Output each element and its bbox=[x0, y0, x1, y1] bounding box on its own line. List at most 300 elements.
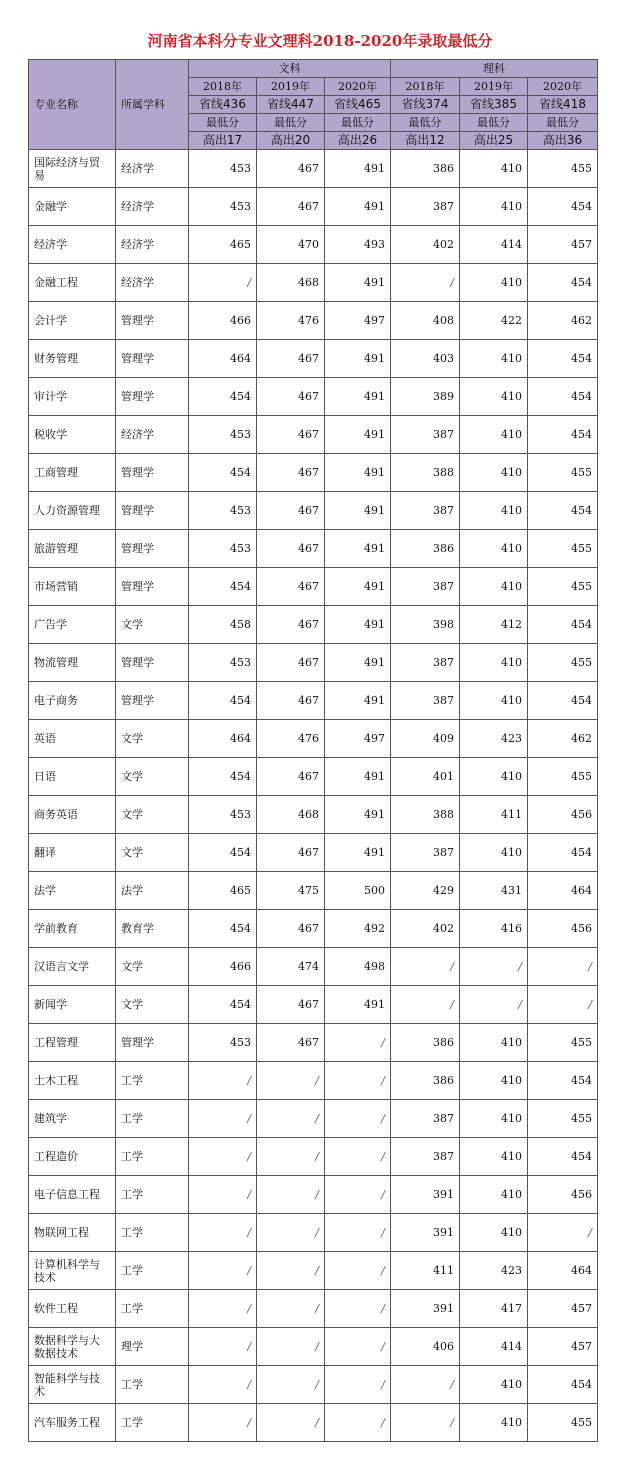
table-row bbox=[29, 1176, 598, 1214]
min-score-cell: 454 bbox=[189, 682, 257, 720]
table-row bbox=[29, 226, 598, 264]
major-name: 土木工程 bbox=[29, 1062, 116, 1100]
major-category: 经济学 bbox=[116, 264, 189, 302]
major-category: 工学 bbox=[116, 1404, 189, 1442]
min-score-cell: 466 bbox=[189, 948, 257, 986]
major-category: 工学 bbox=[116, 1138, 189, 1176]
major-category: 管理学 bbox=[116, 1024, 189, 1062]
min-score-cell: 410 bbox=[460, 1062, 528, 1100]
min-score-cell: 410 bbox=[460, 1366, 528, 1404]
min-score-cell: 454 bbox=[189, 910, 257, 948]
major-category: 管理学 bbox=[116, 644, 189, 682]
min-score-cell: 467 bbox=[257, 492, 325, 530]
min-score-cell: 491 bbox=[325, 530, 391, 568]
major-name: 日语 bbox=[29, 758, 116, 796]
header-province-line: 省线465 bbox=[325, 96, 391, 114]
table-row bbox=[29, 682, 598, 720]
min-score-cell: 410 bbox=[460, 682, 528, 720]
min-score-cell: 491 bbox=[325, 796, 391, 834]
min-score-cell: 462 bbox=[528, 720, 598, 758]
table-row bbox=[29, 1062, 598, 1100]
min-score-cell: / bbox=[391, 1404, 460, 1442]
min-score-cell: 410 bbox=[460, 1214, 528, 1252]
min-score-cell: 491 bbox=[325, 454, 391, 492]
header-year: 2020年 bbox=[325, 78, 391, 96]
min-score-cell: / bbox=[325, 1290, 391, 1328]
min-score-cell: 422 bbox=[460, 302, 528, 340]
min-score-cell: 410 bbox=[460, 1100, 528, 1138]
major-category: 管理学 bbox=[116, 340, 189, 378]
min-score-cell: 410 bbox=[460, 1138, 528, 1176]
min-score-cell: 417 bbox=[460, 1290, 528, 1328]
header-above-line: 高出17 bbox=[189, 132, 257, 150]
min-score-cell: 412 bbox=[460, 606, 528, 644]
major-name: 税收学 bbox=[29, 416, 116, 454]
min-score-cell: / bbox=[189, 264, 257, 302]
min-score-cell: 455 bbox=[528, 1024, 598, 1062]
header-min-score: 最低分 bbox=[391, 114, 460, 132]
min-score-cell: 411 bbox=[391, 1252, 460, 1290]
major-category: 管理学 bbox=[116, 378, 189, 416]
major-category: 经济学 bbox=[116, 150, 189, 188]
min-score-cell: 464 bbox=[189, 340, 257, 378]
min-score-cell: 467 bbox=[257, 188, 325, 226]
min-score-cell: 386 bbox=[391, 150, 460, 188]
min-score-cell: 410 bbox=[460, 378, 528, 416]
min-score-cell: / bbox=[325, 1404, 391, 1442]
header-province-line: 省线385 bbox=[460, 96, 528, 114]
header-above-line: 高出12 bbox=[391, 132, 460, 150]
min-score-cell: 476 bbox=[257, 302, 325, 340]
min-score-cell: 467 bbox=[257, 568, 325, 606]
min-score-cell: / bbox=[325, 1366, 391, 1404]
major-name: 电子信息工程 bbox=[29, 1176, 116, 1214]
min-score-cell: 467 bbox=[257, 758, 325, 796]
table-row bbox=[29, 796, 598, 834]
min-score-cell: 458 bbox=[189, 606, 257, 644]
min-score-cell: 387 bbox=[391, 188, 460, 226]
major-category: 经济学 bbox=[116, 416, 189, 454]
min-score-cell: 465 bbox=[189, 226, 257, 264]
major-name: 审计学 bbox=[29, 378, 116, 416]
min-score-cell: 398 bbox=[391, 606, 460, 644]
min-score-cell: 391 bbox=[391, 1214, 460, 1252]
major-category: 管理学 bbox=[116, 568, 189, 606]
major-name: 数据科学与大数据技术 bbox=[29, 1328, 116, 1366]
major-name: 广告学 bbox=[29, 606, 116, 644]
min-score-cell: 416 bbox=[460, 910, 528, 948]
min-score-cell: 454 bbox=[528, 682, 598, 720]
min-score-cell: / bbox=[189, 1328, 257, 1366]
min-score-cell: 410 bbox=[460, 150, 528, 188]
min-score-cell: 453 bbox=[189, 188, 257, 226]
table-header bbox=[29, 60, 598, 150]
min-score-cell: / bbox=[189, 1100, 257, 1138]
major-name: 工程造价 bbox=[29, 1138, 116, 1176]
min-score-cell: 414 bbox=[460, 1328, 528, 1366]
major-category: 管理学 bbox=[116, 302, 189, 340]
min-score-cell: 453 bbox=[189, 796, 257, 834]
min-score-cell: 456 bbox=[528, 910, 598, 948]
table-row bbox=[29, 1328, 598, 1366]
table-row bbox=[29, 492, 598, 530]
min-score-cell: 402 bbox=[391, 910, 460, 948]
table-row bbox=[29, 188, 598, 226]
min-score-cell: 468 bbox=[257, 264, 325, 302]
major-category: 工学 bbox=[116, 1214, 189, 1252]
min-score-cell: 403 bbox=[391, 340, 460, 378]
min-score-cell: 467 bbox=[257, 150, 325, 188]
min-score-cell: 492 bbox=[325, 910, 391, 948]
min-score-cell: / bbox=[189, 1252, 257, 1290]
min-score-cell: 453 bbox=[189, 150, 257, 188]
major-category: 工学 bbox=[116, 1252, 189, 1290]
major-name: 翻译 bbox=[29, 834, 116, 872]
major-category: 管理学 bbox=[116, 454, 189, 492]
min-score-cell: / bbox=[189, 1290, 257, 1328]
major-category: 管理学 bbox=[116, 492, 189, 530]
min-score-cell: 386 bbox=[391, 1024, 460, 1062]
min-score-cell: 497 bbox=[325, 720, 391, 758]
min-score-cell: 388 bbox=[391, 796, 460, 834]
min-score-cell: 491 bbox=[325, 340, 391, 378]
major-category: 法学 bbox=[116, 872, 189, 910]
min-score-cell: 456 bbox=[528, 1176, 598, 1214]
min-score-cell: 410 bbox=[460, 492, 528, 530]
table-row bbox=[29, 758, 598, 796]
header-above-line: 高出26 bbox=[325, 132, 391, 150]
min-score-cell: 401 bbox=[391, 758, 460, 796]
min-score-cell: 467 bbox=[257, 1024, 325, 1062]
major-category: 工学 bbox=[116, 1290, 189, 1328]
min-score-cell: / bbox=[189, 1176, 257, 1214]
major-name: 软件工程 bbox=[29, 1290, 116, 1328]
major-category: 文学 bbox=[116, 834, 189, 872]
major-name: 物联网工程 bbox=[29, 1214, 116, 1252]
table-row bbox=[29, 150, 598, 188]
major-category: 文学 bbox=[116, 758, 189, 796]
min-score-cell: 467 bbox=[257, 454, 325, 492]
min-score-cell: 391 bbox=[391, 1290, 460, 1328]
min-score-cell: 454 bbox=[189, 454, 257, 492]
min-score-cell: / bbox=[528, 948, 598, 986]
min-score-cell: 386 bbox=[391, 530, 460, 568]
min-score-cell: 414 bbox=[460, 226, 528, 264]
admission-score-table bbox=[28, 59, 598, 1442]
min-score-cell: 491 bbox=[325, 682, 391, 720]
min-score-cell: 387 bbox=[391, 492, 460, 530]
major-name: 商务英语 bbox=[29, 796, 116, 834]
min-score-cell: / bbox=[257, 1252, 325, 1290]
min-score-cell: 406 bbox=[391, 1328, 460, 1366]
min-score-cell: 491 bbox=[325, 264, 391, 302]
min-score-cell: 387 bbox=[391, 1100, 460, 1138]
min-score-cell: 475 bbox=[257, 872, 325, 910]
min-score-cell: 410 bbox=[460, 454, 528, 492]
major-name: 金融工程 bbox=[29, 264, 116, 302]
header-above-line: 高出25 bbox=[460, 132, 528, 150]
min-score-cell: / bbox=[189, 1214, 257, 1252]
table-row bbox=[29, 378, 598, 416]
min-score-cell: 491 bbox=[325, 568, 391, 606]
major-category: 工学 bbox=[116, 1062, 189, 1100]
header-group-wen: 文科 bbox=[189, 60, 391, 78]
major-category: 经济学 bbox=[116, 188, 189, 226]
major-category: 文学 bbox=[116, 986, 189, 1024]
min-score-cell: 410 bbox=[460, 264, 528, 302]
major-name: 金融学 bbox=[29, 188, 116, 226]
table-row bbox=[29, 416, 598, 454]
header-province-line: 省线374 bbox=[391, 96, 460, 114]
major-category: 管理学 bbox=[116, 530, 189, 568]
table-row bbox=[29, 1138, 598, 1176]
min-score-cell: 408 bbox=[391, 302, 460, 340]
major-name: 工程管理 bbox=[29, 1024, 116, 1062]
min-score-cell: 497 bbox=[325, 302, 391, 340]
header-year: 2020年 bbox=[528, 78, 598, 96]
min-score-cell: 410 bbox=[460, 1024, 528, 1062]
major-category: 文学 bbox=[116, 606, 189, 644]
min-score-cell: / bbox=[325, 1214, 391, 1252]
table-row bbox=[29, 1024, 598, 1062]
header-min-score: 最低分 bbox=[189, 114, 257, 132]
min-score-cell: 387 bbox=[391, 682, 460, 720]
min-score-cell: 429 bbox=[391, 872, 460, 910]
header-year: 2019年 bbox=[460, 78, 528, 96]
min-score-cell: 454 bbox=[528, 492, 598, 530]
header-province-line: 省线436 bbox=[189, 96, 257, 114]
major-name: 国际经济与贸易 bbox=[29, 150, 116, 188]
min-score-cell: 467 bbox=[257, 416, 325, 454]
major-name: 电子商务 bbox=[29, 682, 116, 720]
min-score-cell: 410 bbox=[460, 1404, 528, 1442]
min-score-cell: 467 bbox=[257, 682, 325, 720]
min-score-cell: 500 bbox=[325, 872, 391, 910]
min-score-cell: / bbox=[325, 1328, 391, 1366]
min-score-cell: 467 bbox=[257, 910, 325, 948]
table-row bbox=[29, 644, 598, 682]
min-score-cell: 388 bbox=[391, 454, 460, 492]
major-name: 新闻学 bbox=[29, 986, 116, 1024]
header-year: 2019年 bbox=[257, 78, 325, 96]
table-row bbox=[29, 606, 598, 644]
header-category: 所属学科 bbox=[116, 60, 189, 150]
min-score-cell: 410 bbox=[460, 530, 528, 568]
min-score-cell: 391 bbox=[391, 1176, 460, 1214]
major-name: 财务管理 bbox=[29, 340, 116, 378]
min-score-cell: 455 bbox=[528, 758, 598, 796]
header-min-score: 最低分 bbox=[257, 114, 325, 132]
min-score-cell: 491 bbox=[325, 378, 391, 416]
major-name: 学前教育 bbox=[29, 910, 116, 948]
table-row bbox=[29, 720, 598, 758]
major-name: 建筑学 bbox=[29, 1100, 116, 1138]
min-score-cell: / bbox=[325, 1252, 391, 1290]
major-name: 旅游管理 bbox=[29, 530, 116, 568]
min-score-cell: 491 bbox=[325, 416, 391, 454]
min-score-cell: 455 bbox=[528, 644, 598, 682]
min-score-cell: 491 bbox=[325, 150, 391, 188]
min-score-cell: / bbox=[325, 1024, 391, 1062]
header-year: 2018年 bbox=[391, 78, 460, 96]
min-score-cell: 453 bbox=[189, 492, 257, 530]
min-score-cell: / bbox=[391, 986, 460, 1024]
min-score-cell: 453 bbox=[189, 416, 257, 454]
min-score-cell: / bbox=[257, 1404, 325, 1442]
min-score-cell: 491 bbox=[325, 188, 391, 226]
min-score-cell: 491 bbox=[325, 644, 391, 682]
header-province-line: 省线418 bbox=[528, 96, 598, 114]
min-score-cell: 410 bbox=[460, 188, 528, 226]
min-score-cell: / bbox=[257, 1328, 325, 1366]
major-name: 汉语言文学 bbox=[29, 948, 116, 986]
min-score-cell: 454 bbox=[189, 568, 257, 606]
min-score-cell: 467 bbox=[257, 378, 325, 416]
min-score-cell: 387 bbox=[391, 644, 460, 682]
min-score-cell: / bbox=[257, 1138, 325, 1176]
major-category: 工学 bbox=[116, 1100, 189, 1138]
min-score-cell: 410 bbox=[460, 568, 528, 606]
table-row bbox=[29, 986, 598, 1024]
min-score-cell: / bbox=[257, 1290, 325, 1328]
major-name: 法学 bbox=[29, 872, 116, 910]
min-score-cell: / bbox=[257, 1366, 325, 1404]
header-above-line: 高出20 bbox=[257, 132, 325, 150]
min-score-cell: 455 bbox=[528, 1404, 598, 1442]
min-score-cell: / bbox=[257, 1100, 325, 1138]
min-score-cell: 454 bbox=[189, 834, 257, 872]
min-score-cell: 410 bbox=[460, 834, 528, 872]
table-row bbox=[29, 872, 598, 910]
min-score-cell: 470 bbox=[257, 226, 325, 264]
min-score-cell: 411 bbox=[460, 796, 528, 834]
min-score-cell: 467 bbox=[257, 834, 325, 872]
min-score-cell: 454 bbox=[528, 340, 598, 378]
min-score-cell: 454 bbox=[528, 834, 598, 872]
min-score-cell: 456 bbox=[528, 796, 598, 834]
min-score-cell: / bbox=[325, 1176, 391, 1214]
min-score-cell: 454 bbox=[189, 986, 257, 1024]
major-name: 智能科学与技术 bbox=[29, 1366, 116, 1404]
min-score-cell: 387 bbox=[391, 568, 460, 606]
min-score-cell: 454 bbox=[528, 416, 598, 454]
major-name: 经济学 bbox=[29, 226, 116, 264]
min-score-cell: 455 bbox=[528, 150, 598, 188]
min-score-cell: 454 bbox=[189, 378, 257, 416]
min-score-cell: 457 bbox=[528, 1328, 598, 1366]
min-score-cell: 423 bbox=[460, 720, 528, 758]
min-score-cell: 476 bbox=[257, 720, 325, 758]
header-min-score: 最低分 bbox=[528, 114, 598, 132]
min-score-cell: / bbox=[325, 1100, 391, 1138]
min-score-cell: 491 bbox=[325, 492, 391, 530]
header-year: 2018年 bbox=[189, 78, 257, 96]
min-score-cell: / bbox=[460, 948, 528, 986]
min-score-cell: 454 bbox=[528, 1138, 598, 1176]
header-group-li: 理科 bbox=[391, 60, 598, 78]
table-row bbox=[29, 1252, 598, 1290]
min-score-cell: 454 bbox=[528, 188, 598, 226]
major-category: 管理学 bbox=[116, 682, 189, 720]
table-row bbox=[29, 340, 598, 378]
major-category: 理学 bbox=[116, 1328, 189, 1366]
major-name: 物流管理 bbox=[29, 644, 116, 682]
table-row bbox=[29, 454, 598, 492]
min-score-cell: / bbox=[528, 1214, 598, 1252]
min-score-cell: 498 bbox=[325, 948, 391, 986]
min-score-cell: 491 bbox=[325, 606, 391, 644]
table-row bbox=[29, 1404, 598, 1442]
min-score-cell: 454 bbox=[528, 264, 598, 302]
major-category: 文学 bbox=[116, 948, 189, 986]
major-name: 工商管理 bbox=[29, 454, 116, 492]
min-score-cell: 467 bbox=[257, 986, 325, 1024]
min-score-cell: 468 bbox=[257, 796, 325, 834]
major-category: 文学 bbox=[116, 720, 189, 758]
min-score-cell: 464 bbox=[189, 720, 257, 758]
major-name: 市场营销 bbox=[29, 568, 116, 606]
header-major: 专业名称 bbox=[29, 60, 116, 150]
header-min-score: 最低分 bbox=[325, 114, 391, 132]
min-score-cell: 454 bbox=[189, 758, 257, 796]
min-score-cell: 454 bbox=[528, 1366, 598, 1404]
min-score-cell: 493 bbox=[325, 226, 391, 264]
table-row bbox=[29, 568, 598, 606]
min-score-cell: 455 bbox=[528, 1100, 598, 1138]
min-score-cell: / bbox=[257, 1062, 325, 1100]
min-score-cell: 457 bbox=[528, 1290, 598, 1328]
min-score-cell: 453 bbox=[189, 530, 257, 568]
min-score-cell: 457 bbox=[528, 226, 598, 264]
min-score-cell: 454 bbox=[528, 606, 598, 644]
min-score-cell: 474 bbox=[257, 948, 325, 986]
min-score-cell: 455 bbox=[528, 454, 598, 492]
major-category: 工学 bbox=[116, 1366, 189, 1404]
min-score-cell: 387 bbox=[391, 834, 460, 872]
min-score-cell: 387 bbox=[391, 416, 460, 454]
min-score-cell: / bbox=[257, 1214, 325, 1252]
min-score-cell: / bbox=[189, 1062, 257, 1100]
min-score-cell: 453 bbox=[189, 1024, 257, 1062]
min-score-cell: 455 bbox=[528, 568, 598, 606]
min-score-cell: 454 bbox=[528, 1062, 598, 1100]
min-score-cell: 467 bbox=[257, 530, 325, 568]
min-score-cell: / bbox=[325, 1138, 391, 1176]
min-score-cell: / bbox=[325, 1062, 391, 1100]
min-score-cell: 467 bbox=[257, 606, 325, 644]
table-row bbox=[29, 1366, 598, 1404]
major-category: 教育学 bbox=[116, 910, 189, 948]
min-score-cell: 386 bbox=[391, 1062, 460, 1100]
major-category: 工学 bbox=[116, 1176, 189, 1214]
min-score-cell: 453 bbox=[189, 644, 257, 682]
table-row bbox=[29, 530, 598, 568]
min-score-cell: 423 bbox=[460, 1252, 528, 1290]
min-score-cell: 402 bbox=[391, 226, 460, 264]
min-score-cell: 387 bbox=[391, 1138, 460, 1176]
min-score-cell: / bbox=[391, 264, 460, 302]
table-row bbox=[29, 948, 598, 986]
min-score-cell: / bbox=[189, 1404, 257, 1442]
major-name: 会计学 bbox=[29, 302, 116, 340]
table-row bbox=[29, 834, 598, 872]
major-category: 经济学 bbox=[116, 226, 189, 264]
header-min-score: 最低分 bbox=[460, 114, 528, 132]
table-row bbox=[29, 1214, 598, 1252]
min-score-cell: 409 bbox=[391, 720, 460, 758]
min-score-cell: 410 bbox=[460, 1176, 528, 1214]
min-score-cell: 464 bbox=[528, 1252, 598, 1290]
